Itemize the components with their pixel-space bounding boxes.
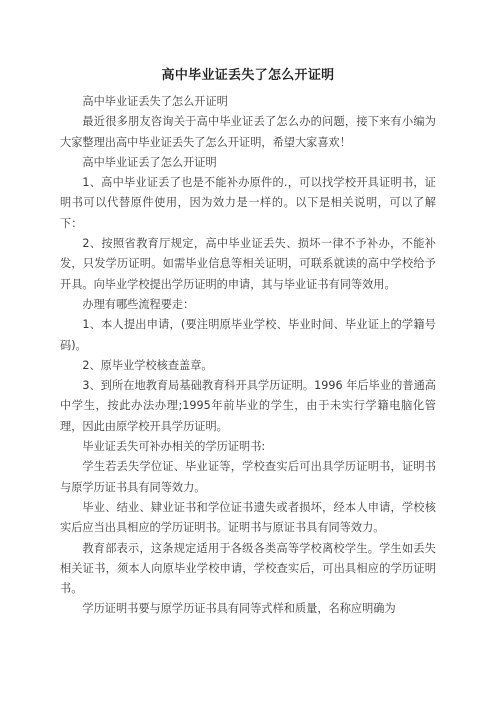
paragraph: 学生若丢失学位证、毕业证等，学校查实后可出具学历证明书，证明书与原学历证书具有同等效力。 [60,460,436,494]
document-body [60,92,436,620]
paragraph: 学历证明书要与原学历证书具有同等式样和质量，名称应明确为 [82,602,396,616]
paragraph: 最近很多朋友咨询关于高中毕业证丢了怎么办的问题，接下来有小编为大家整理出高中毕业证丢失了怎么开证明，希望大家喜欢！ [60,115,436,149]
paragraph: 教育部表示，这条规定适用于各级各类高等学校离校学生。学生如丢失相关证书，须本人向原毕业学校申请，学校查实后，可出具相应的学历证明书。 [60,541,436,596]
paragraph: 毕业证丢失可补办相关的学历证明书: [82,440,266,454]
paragraph: 2、按照省教育厅规定，高中毕业证丢失、损坏一律不予补办，不能补发，只发学历证明。如需毕业信息等相关证明，可联系就读的高中学校给予开具。向毕业学校提出学历证明的申请，其与毕业证书有同等效用。 [60,237,436,291]
paragraph: 2、原毕业学校核查盖章。 [82,358,213,372]
paragraph: 3、到所在地教育局基础教育科开具学历证明。1996 年后毕业的普通高中学生，按此办法办理;1995年前毕业的学生，由于未实行学籍电脑化管理，因此由原学校开具学历证明。 [60,379,436,433]
paragraph: 毕业、结业、肄业证书和学位证书遗失或者损坏，经本人申请，学校核实后应当出具相应的学历证明书。证明书与原证书具有同等效力。 [60,500,436,535]
paragraph: 高中毕业证丢失了怎么开证明 [82,95,228,108]
paragraph: 办理有哪些流程要走： [82,297,195,311]
document-title: 高中毕业证丢失了怎么开证明 [161,68,335,83]
paragraph: 1、本人提出申请，(要注明原毕业学校、毕业时间、毕业证上的学籍号码)。 [60,318,436,352]
paragraph: 1、高中毕业证丢了也是不能补办原件的.，可以找学校开具证明书，证明书可以代替原件使用，因为效力是一样的。以下是相关说明，可以了解下： [60,176,436,230]
paragraph: 高中毕业证丢了怎么开证明 [82,155,217,169]
